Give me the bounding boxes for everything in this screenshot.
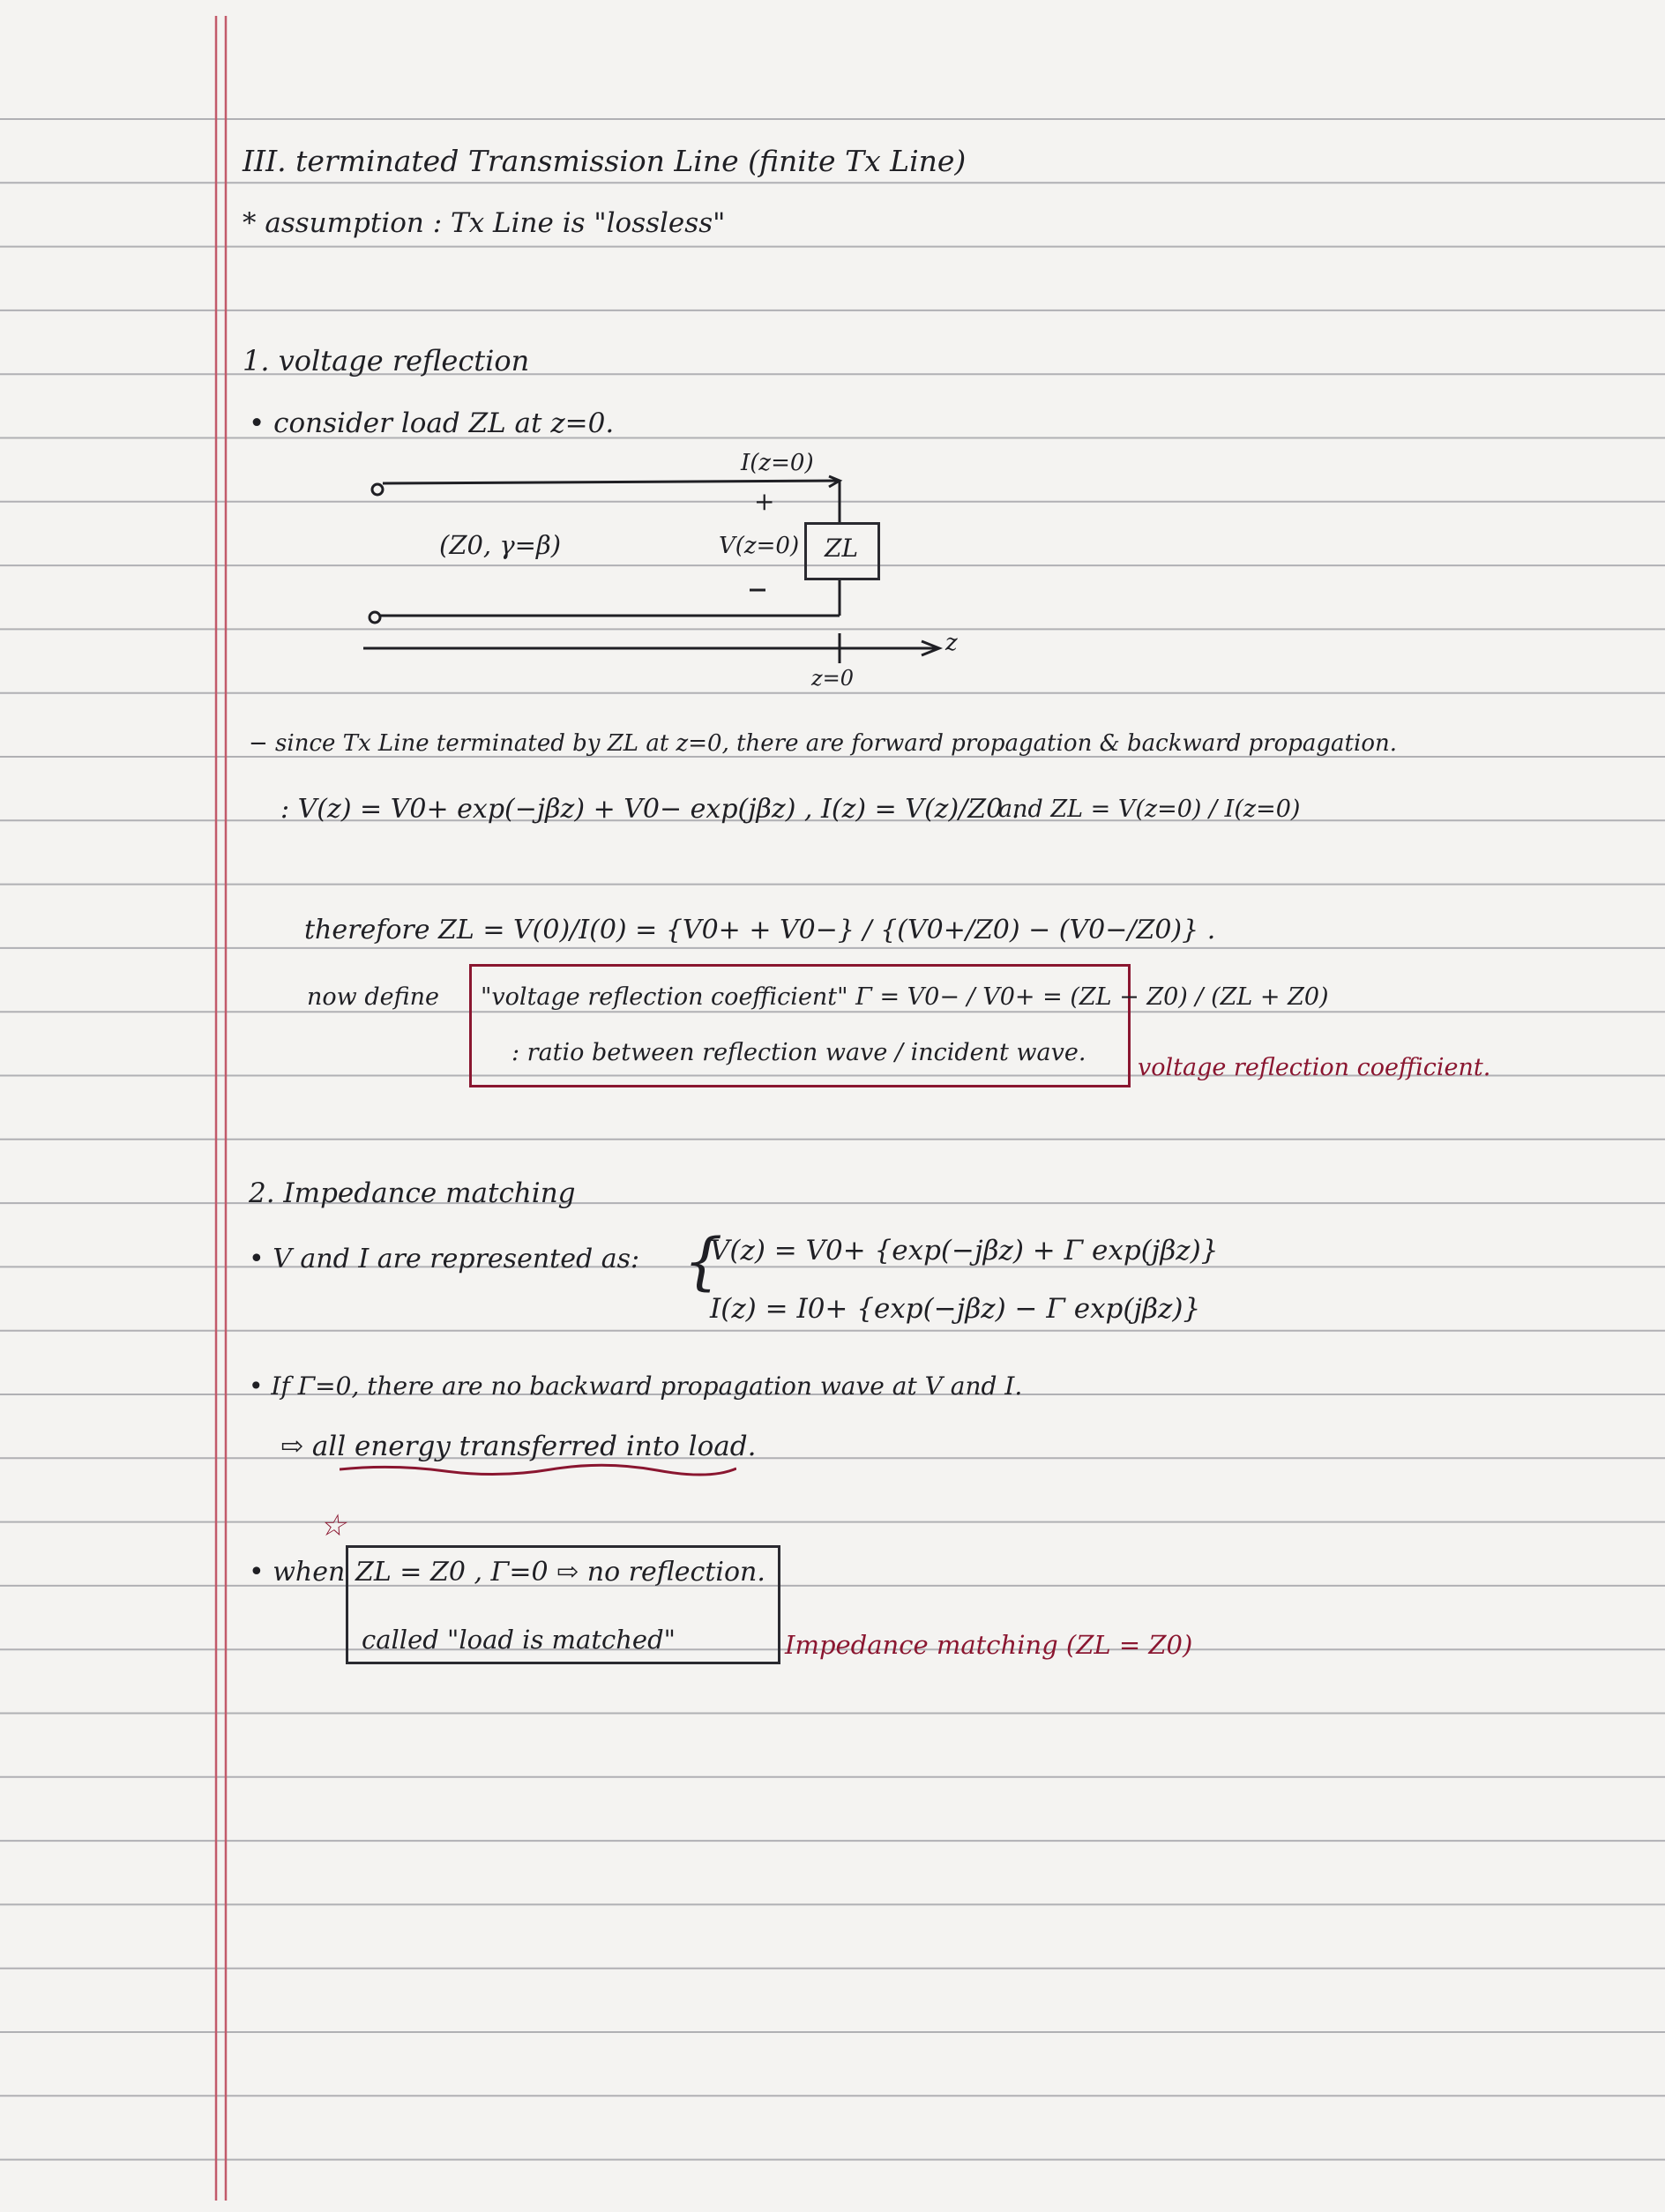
when-label: • when	[249, 1557, 346, 1588]
star-mark: ☆	[319, 1508, 347, 1543]
matching-condition-line1: ZL = Z0 , Γ=0 ⇨ no reflection.	[355, 1557, 765, 1588]
now-define-label: now define	[307, 983, 439, 1011]
voltage-label: V(z=0)	[719, 533, 800, 559]
matching-condition-line2: called "load is matched"	[362, 1625, 676, 1655]
definition-box	[469, 964, 1131, 1087]
section1-heading: 1. voltage reflection	[243, 344, 530, 377]
assumption-line: * assumption : Tx Line is "lossless"	[243, 207, 726, 239]
load-definition: and ZL = V(z=0) / I(z=0)	[998, 796, 1301, 823]
origin-label: z=0	[811, 666, 855, 691]
side-note-reflection: voltage reflection coefficient.	[1138, 1054, 1491, 1081]
terminal-top	[372, 484, 383, 495]
since-line: − since Tx Line terminated by ZL at z=0, there are forward propagation & backward propagation.	[249, 730, 1397, 757]
axis-z-label: z	[945, 630, 958, 656]
terminal-bottom	[370, 612, 380, 623]
therefore-line: therefore ZL = V(0)/I(0) = {V0+ + V0−} / {(V0+/Z0) − (V0−/Z0)} .	[304, 915, 1216, 945]
current-expression: I(z) = I0+ {exp(−jβz) − Γ exp(jβz)}	[710, 1293, 1201, 1325]
energy-line: ⇨ all energy transferred into load.	[280, 1431, 757, 1462]
section2-heading: 2. Impedance matching	[249, 1177, 576, 1209]
reflection-coefficient-definition: "voltage reflection coefficient" Γ = V0− / V0+ = (ZL − Z0) / (ZL + Z0)	[481, 983, 1329, 1011]
ratio-note: : ratio between reflection wave / incident wave.	[511, 1039, 1086, 1066]
top-wire	[383, 481, 840, 483]
vi-bullet: • V and I are represented as:	[249, 1244, 640, 1274]
voltage-expression: V(z) = V0+ {exp(−jβz) + Γ exp(jβz)}	[710, 1235, 1219, 1267]
side-note-impedance-matching: Impedance matching (ZL = Z0)	[785, 1630, 1193, 1660]
gamma-zero-bullet: • If Γ=0, there are no backward propagation wave at V and I.	[249, 1371, 1023, 1401]
load-label: ZL	[825, 534, 859, 563]
line-parameters: (Z0, γ=β)	[439, 530, 562, 560]
section1-bullet: • consider load ZL at z=0.	[249, 407, 615, 439]
current-label: I(z=0)	[741, 450, 814, 476]
energy-underline	[340, 1462, 736, 1476]
brace: {	[683, 1225, 723, 1297]
page-title: III. terminated Transmission Line (finite Tx Line)	[243, 144, 967, 178]
plus-sign: +	[754, 487, 775, 516]
voltage-equation: : V(z) = V0+ exp(−jβz) + V0− exp(jβz) , I(z) = V(z)/Z0 .	[280, 794, 1020, 825]
